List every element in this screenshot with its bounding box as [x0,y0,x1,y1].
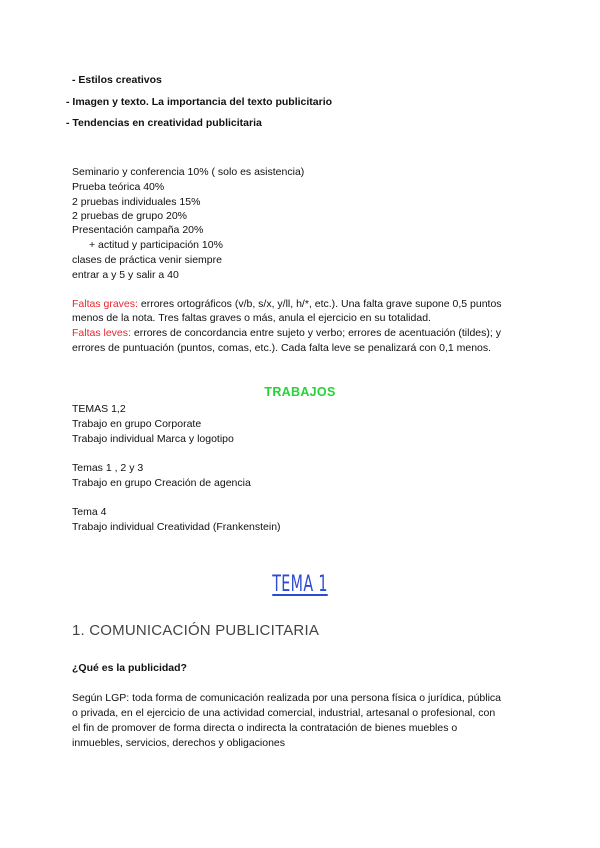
evaluation-item: Seminario y conferencia 10% ( solo es asistencia) [72,166,305,178]
evaluation-item: 2 pruebas individuales 15% [72,196,201,208]
definition-line: inmuebles, servicios, derechos y obligaciones [72,737,286,749]
evaluation-item: Presentación campaña 20% [72,224,204,236]
evaluation-item: + actitud y participación 10% [89,239,223,251]
trabajo-item: Trabajo en grupo Corporate [72,418,202,430]
faltas-graves-line [72,297,502,311]
topic-item: - Tendencias en creatividad publicitaria [66,117,262,129]
faltas-leves-text-cont: errores de puntuación (puntos, comas, etc.). Cada falta leve se penalizará con 0,1 menos. [72,342,492,354]
faltas-leves-line [72,326,501,340]
tema-1-title: TEMA 1 [272,572,328,597]
evaluation-item: clases de práctica venir siempre [72,254,222,266]
section-heading: 1. COMUNICACIÓN PUBLICITARIA [72,622,320,639]
topic-item: - Imagen y texto. La importancia del texto publicitario [66,96,333,108]
evaluation-item: Prueba teórica 40% [72,181,165,193]
trabajo-item: Trabajo individual Marca y logotipo [72,433,234,445]
trabajo-item: Temas 1 , 2 y 3 [72,462,144,474]
trabajo-item: Tema 4 [72,506,107,518]
faltas-leves-label: Faltas leves: [72,327,131,339]
trabajo-item: TEMAS 1,2 [72,403,126,415]
definition-line: Según LGP: toda forma de comunicación realizada por una persona física o jurídica, pública [72,692,502,704]
evaluation-item: 2 pruebas de grupo 20% [72,210,188,222]
definition-line: o privada, en el ejercicio de una actividad comercial, industrial, artesanal o profesional, con [72,707,496,719]
faltas-leves-text: errores de concordancia entre sujeto y verbo; errores de acentuación (tildes); y [130,327,501,339]
trabajo-item: Trabajo individual Creatividad (Frankenstein) [72,521,281,533]
faltas-graves-text: errores ortográficos (v/b, s/x, y/ll, h/*, etc.). Una falta grave supone 0,5 puntos [137,298,502,310]
trabajos-title: TRABAJOS [264,385,336,399]
trabajo-item: Trabajo en grupo Creación de agencia [72,477,251,489]
topic-item: - Estilos creativos [72,74,162,86]
question-heading: ¿Qué es la publicidad? [72,662,187,674]
faltas-graves-label: Faltas graves: [72,298,138,310]
faltas-graves-text-cont: menos de la nota. Tres faltas graves o más, anula el ejercicio en su totalidad. [72,312,431,324]
evaluation-item: entrar a y 5 y salir a 40 [72,269,179,281]
definition-line: el fin de promover de forma directa o indirecta la contratación de bienes muebles o [72,722,458,734]
